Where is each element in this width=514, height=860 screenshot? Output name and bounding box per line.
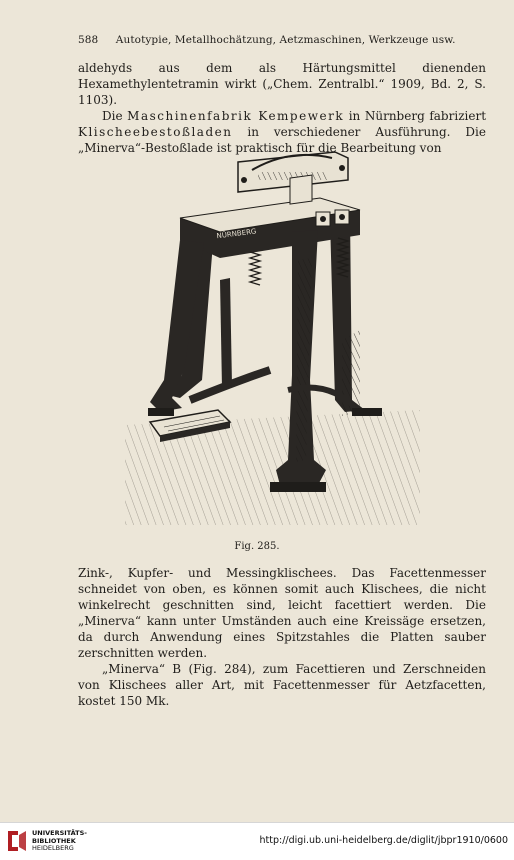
digitization-footer [0, 822, 514, 860]
plate-text-line1: KEMPEWERK [212, 217, 259, 231]
paragraph-klischees: Zink-, Kupfer- und Messingklischees. Das Facettenmesser schneidet von oben, es können somit auch Klischees, die nicht winkelrecht geschnitten sind, leicht facettiert werden. Die „Minerva“ kann unter Umständen auch eine Kreissäge ersetzen, da durch Anwendung eines Spitzstahles die Platten sauber zerschnitten werden. [78, 566, 486, 660]
company-name: Maschinenfabrik Kempewerk [127, 109, 345, 123]
page-number: 588 [78, 34, 99, 46]
paragraph-text-part: Die [102, 109, 128, 123]
figure-caption: Fig. 285. [234, 541, 280, 552]
source-url-link[interactable]: http://digi.ub.uni-heidelberg.de/diglit/jbpr1910/0600 [259, 835, 508, 846]
paragraph-minerva-b: „Minerva“ B (Fig. 284), zum Facettieren und Zerschneiden von Klischees aller Art, mit Facettenmesser für Aetzfacetten, kostet 150 Mk. [78, 662, 486, 708]
library-name [32, 830, 87, 853]
running-title: Autotypie, Metallhochätzung, Aetzmaschinen, Werkzeuge usw. [115, 34, 456, 46]
paragraph-text-part: in verschiedener Ausführung. Die „Minerva“-Bestoßlade ist praktisch für die Bearbeitung von [78, 125, 486, 155]
product-name: Klischeebestoßladen [78, 125, 233, 139]
paragraph-hexamethylentetramin: aldehyds aus dem als Härtungsmittel dienenden Hexamethylentetramin wirkt („Chem. Zentralbl.“ 1909, Bd. 2, S. 1103). [78, 61, 486, 107]
paragraph-text-part: in Nürnberg fabriziert [344, 109, 487, 123]
running-header [78, 34, 478, 46]
university-library-logo-icon [6, 829, 28, 853]
library-name-line1: UNIVERSITÄTS- [32, 829, 87, 837]
figure-bestosslade-illustration [120, 140, 420, 525]
library-name-line3: HEIDELBERG [32, 844, 74, 852]
plate-text-line2: NÜRNBERG [216, 227, 257, 241]
library-name-line2: BIBLIOTHEK [32, 836, 76, 845]
text-block-bottom [78, 565, 486, 709]
